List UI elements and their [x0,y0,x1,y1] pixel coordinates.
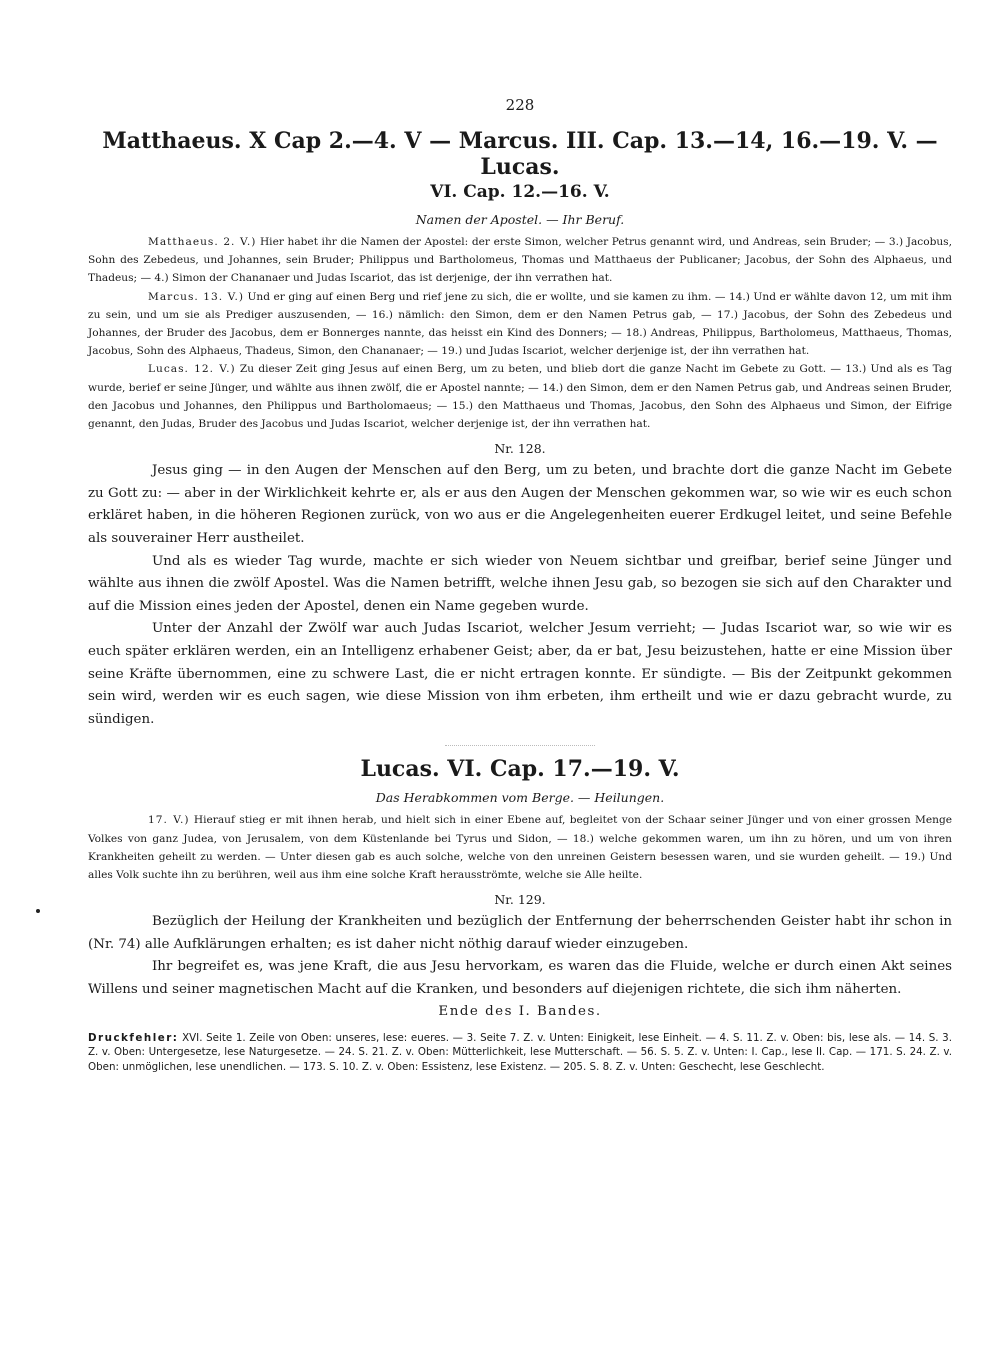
heading-line-2: VI. Cap. 12.—16. V. [430,182,610,202]
section-divider [445,745,595,746]
body-paragraph: Bezüglich der Heilung der Krankheiten und bezüglich der Entfernung der beherrschenden Geister habt ihr schon in (Nr. 74) alle Aufklärungen erhalten; es ist daher nicht nöthig darauf wieder einzugeben. [88,914,952,952]
section-heading-1 [88,128,952,204]
section-subtitle-2: Das Herabkommen vom Berge. — Heilungen. [375,790,665,806]
errata [88,1031,952,1075]
errata-lead: Druckfehler: [88,1031,179,1044]
verse-lead: Lucas. 12. V.) [148,363,236,376]
verse-lead: 17. V.) [148,814,190,827]
errata-text: XVI. Seite 1. Zeile von Oben: unseres, lese: eueres. — 3. Seite 7. Z. v. Unten: Einigkeit, lese Einheit. — 4. S. 11. Z. v. Oben: bis, lese als. — 14. S. 3. Z. v. Oben: Untergesetze, lese Naturgesetze. — 24. S. 21. Z. v. Oben: Mütterlichkeit, lese Mutterschaft. — 56. S. 5. Z. v. Unten: I. Cap., lese II. Cap. — 171. S. 24. Z. v. Oben: unmöglichen, lese unendlichen. — 173. S. 10. Z. v. Oben: Essistenz, lese Existenz. — 205. S. 8. Z. v. Unten: Geschecht, lese Geschlecht. [88,1031,952,1073]
verse-lucas [88,360,952,433]
verse-lucas-17 [88,811,952,884]
verse-marcus [88,288,952,361]
verse-text: Hierauf stieg er mit ihnen herab, und hielt sich in einer Ebene auf, begleitet von der Schaar seiner Jünger und von einer grossen Menge Volkes von ganz Judea, von Jerusalem, von dem Küstenlande bei Tyrus und Sidon, — 18.) welche gekommen waren, um ihn zu hören, und um von ihren Krankheiten geheilt zu werden. — Unter diesen gab es auch solche, welche von den unreinen Geistern besessen waren, und sie wurden geheilt. — 19.) Und alles Volk suchte ihn zu berühren, weil aus ihm eine solche Kraft herausströmte, welche sie Alle heilte. [88,814,952,881]
section-heading-2: Lucas. VI. Cap. 17.—19. V. [360,756,680,783]
body-paragraph: Unter der Anzahl der Zwölf war auch Judas Iscariot, welcher Jesum verrieht; — Judas Iscariot war, so wie wir es euch später erklären werden, ein an Intelligenz erhabener Geist; aber, da er bat, Jesu beizustehen, hatte er eine Mission über seine Kräfte übernommen, eine zu schwere Last, die er nicht ertragen konnte. Er sündigte. — Bis der Zeitpunkt gekommen sein wird, werden wir es euch sagen, wie diese Mission von ihm erbeten, ihm ertheilt und wie er dazu gebracht wurde, zu sündigen. [88,621,952,727]
body-paragraph: Ihr begreifet es, was jene Kraft, die aus Jesu hervorkam, es waren das die Fluide, welche er durch einen Akt seines Willens und seiner magnetischen Macht auf die Kranken, und besonders auf diejenigen richtete, die sich ihm näherten. [88,959,952,997]
page [88,96,952,1074]
body-paragraph: Jesus ging — in den Augen der Menschen auf den Berg, um zu beten, und brachte dort die ganze Nacht im Gebete zu Gott zu: — aber in der Wirklichkeit kehrte er, als er aus den Augen der Menschen gekommen war, so wie wir es euch schon erkläret haben, in die höheren Regionen zurück, von wo aus er die Angelegenheiten euerer Erdkugel leitet, und seine Befehle als souverainer Herr austheilet. [88,463,952,547]
end-of-volume: Ende des I. Bandes. [438,1003,602,1019]
verse-lead: Marcus. 13. V.) [148,290,244,303]
verse-text: Zu dieser Zeit ging Jesus auf einen Berg, um zu beten, und blieb dort die ganze Nacht im Gebete zu Gott. — 13.) Und als es Tag wurde, berief er seine Jünger, und wählte aus ihnen zwölf, die er Apostel nannte; — 14.) den Simon, dem er den Namen Petrus gab, und Andreas seinen Bruder, den Jacobus und Johannes, den Philippus und Bartholomaeus; — 15.) den Matthaeus und Thomas, Jacobus, den Sohn des Alphaeus und Simon, der Eifrige genannt, den Judas, Bruder des Jacobus und Judas Iscariot, welcher derjenige ist, der ihn verrathen hat. [88,363,953,431]
heading-line-1: Matthaeus. X Cap 2.—4. V — Marcus. III. Cap. 13.—14, 16.—19. V. — Lucas. [102,128,938,180]
page-number: 228 [505,96,535,114]
verse-text: Hier habet ihr die Namen der Apostel: der erste Simon, welcher Petrus genannt wird, und Andreas, sein Bruder; — 3.) Jacobus, Sohn des Zebedeus, und Johannes, sein Bruder; Philippus und Bartholomeus, Thomas und Matthaeus der Publicaner; Jacobus, der Sohn des Alphaeus, und Thadeus; — 4.) Simon der Chananaer und Judas Iscariot, das ist derjenige, der ihn verrathen hat. [88,236,952,285]
verse-text: Und er ging auf einen Berg und rief jene zu sich, die er wollte, und sie kamen zu ihm. — 14.) Und er wählte davon 12, um mit ihm zu sein, und um sie als Prediger auszusenden, — 16.) nämlich: den Simon, dem er den Namen Petrus gab, — 17.) Jacobus, der Sohn des Zebedeus und Johannes, der Bruder des Jacobus, dem er Bonnerges nannte, das heisst ein Kind des Donners; — 18.) Andreas, Philippus, Bartholomeus, Matthaeus, Thomas, Jacobus, Sohn des Alphaeus, Thadeus, Simon, den Chananaer; — 19.) und Judas Iscariot, welcher derjenige ist, der ihn verrathen hat. [88,290,952,358]
verse-lead: Matthaeus. 2. V.) [148,236,257,248]
section-number-128: Nr. 128. [494,441,546,457]
section-number-129: Nr. 129. [494,892,546,908]
margin-dot [36,909,40,913]
section-subtitle-1: Namen der Apostel. — Ihr Beruf. [415,212,625,227]
verse-matthaeus [88,233,952,288]
body-paragraph: Und als es wieder Tag wurde, machte er sich wieder von Neuem sichtbar und greifbar, berief seine Jünger und wählte aus ihnen die zwölf Apostel. Was die Namen betrifft, welche ihnen Jesu gab, so bezogen sie sich auf den Charakter und auf die Mission eines jeden der Apostel, denen ein Name gegeben wurde. [88,553,952,614]
